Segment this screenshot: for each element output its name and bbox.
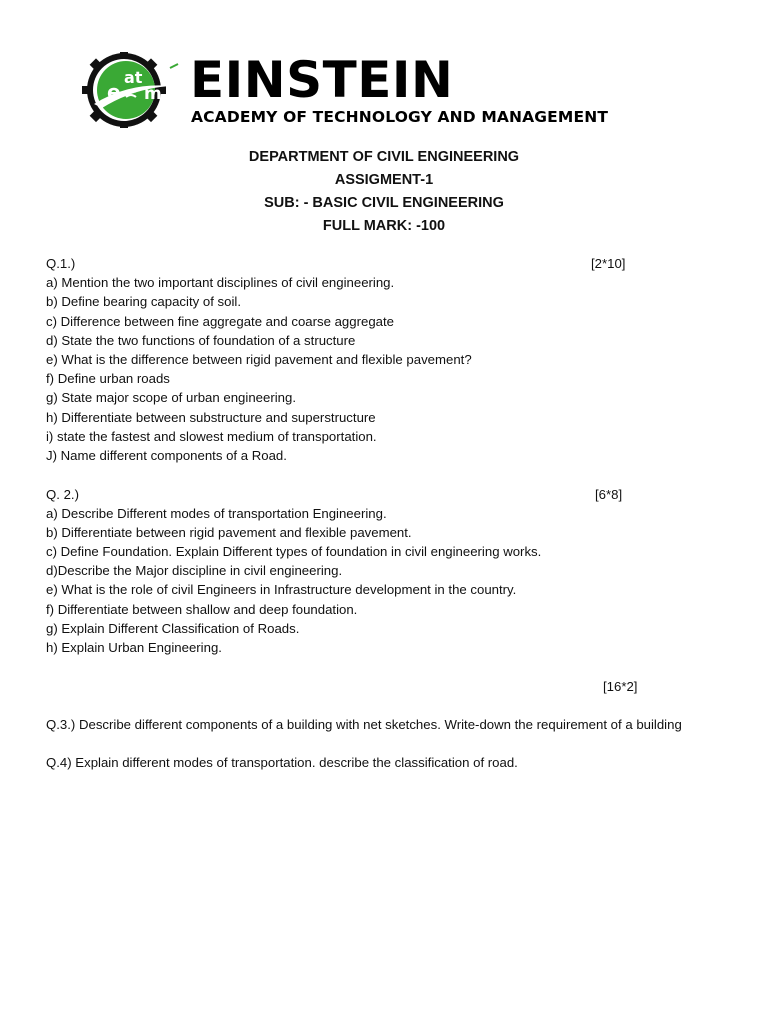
q2-item-a: a) Describe Different modes of transportation Engineering. xyxy=(46,506,387,521)
q3-text: Q.3.) Describe different components of a building with net sketches. Write-down the requirement of a building xyxy=(46,717,682,732)
q1-item-i: i) state the fastest and slowest medium of transportation. xyxy=(46,429,377,444)
q4-text: Q.4) Explain different modes of transportation. describe the classification of road. xyxy=(46,755,518,770)
q1-item-h: h) Differentiate between substructure and superstructure xyxy=(46,410,376,425)
q2-item-d: d)Describe the Major discipline in civil engineering. xyxy=(46,563,343,578)
assignment-title: ASSIGMENT-1 xyxy=(334,172,434,188)
q2-item-c: c) Define Foundation. Explain Different types of foundation in civil engineering works. xyxy=(46,544,542,559)
q1-item-a: a) Mention the two important disciplines of civil engineering. xyxy=(46,275,395,290)
eatm-logo-icon xyxy=(74,52,182,128)
q1-item-f: f) Define urban roads xyxy=(46,371,170,386)
q1-item-e: e) What is the difference between rigid pavement and flexible pavement? xyxy=(46,352,472,367)
department-title: DEPARTMENT OF CIVIL ENGINEERING xyxy=(248,149,520,165)
q2-marks: [6*8] xyxy=(595,487,623,502)
q2-item-e: e) What is the role of civil Engineers in Infrastructure development in the country. xyxy=(46,582,517,597)
brand-name: EINSTEIN xyxy=(190,51,454,109)
q2-item-g: g) Explain Different Classification of Roads. xyxy=(46,621,300,636)
subject-title: SUB: - BASIC CIVIL ENGINEERING xyxy=(264,195,504,211)
q2-label: Q. 2.) xyxy=(46,487,79,502)
svg-text:at: at xyxy=(124,68,143,87)
q2-item-b: b) Differentiate between rigid pavement and flexible pavement. xyxy=(46,525,412,540)
q1-label: Q.1.) xyxy=(46,256,76,271)
q3-q4-marks: [16*2] xyxy=(603,679,638,694)
q2-item-f: f) Differentiate between shallow and deep foundation. xyxy=(46,602,358,617)
svg-text:m: m xyxy=(144,84,162,104)
q1-item-c: c) Difference between fine aggregate and coarse aggregate xyxy=(46,314,394,329)
q1-item-g: g) State major scope of urban engineering. xyxy=(46,390,296,405)
title-block xyxy=(0,146,768,238)
svg-text:e: e xyxy=(107,80,121,104)
q1-item-j: J) Name different components of a Road. xyxy=(46,448,287,463)
q1-marks: [2*10] xyxy=(591,256,626,271)
q1-item-d: d) State the two functions of foundation of a structure xyxy=(46,333,356,348)
q1-item-b: b) Define bearing capacity of soil. xyxy=(46,294,241,309)
brand-subtitle: ACADEMY OF TECHNOLOGY AND MANAGEMENT xyxy=(191,108,609,126)
q2-item-h: h) Explain Urban Engineering. xyxy=(46,640,222,655)
full-mark: FULL MARK: -100 xyxy=(322,218,446,234)
